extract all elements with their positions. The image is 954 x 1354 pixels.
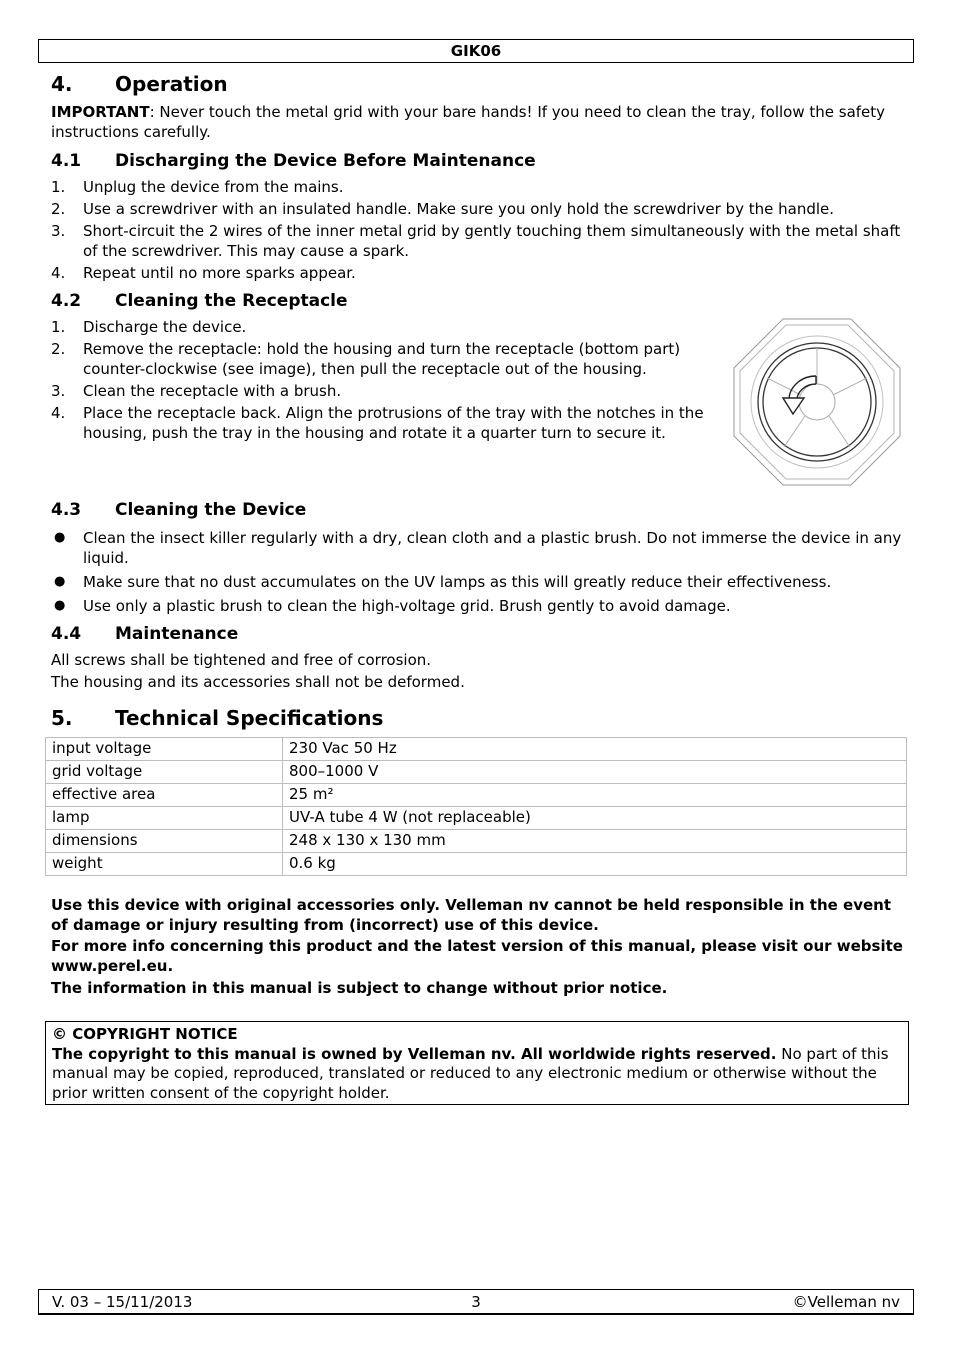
step-number: 4. bbox=[51, 264, 66, 282]
spec-key: lamp bbox=[46, 807, 283, 830]
step-number: 1. bbox=[51, 178, 66, 196]
list-item bbox=[51, 339, 719, 379]
receptacle-rotation-figure bbox=[733, 318, 901, 486]
section-4-1-number: 4.1 bbox=[51, 151, 82, 171]
step-number: 2. bbox=[51, 200, 66, 218]
section-4-3-number: 4.3 bbox=[51, 500, 82, 520]
table-row bbox=[46, 738, 907, 761]
list-item bbox=[51, 572, 911, 592]
copyright-body bbox=[52, 1045, 902, 1104]
spec-value: 230 Vac 50 Hz bbox=[283, 738, 907, 761]
step-text: Repeat until no more sparks appear. bbox=[83, 264, 356, 282]
section-4-2-title: Cleaning the Receptacle bbox=[115, 291, 348, 311]
bullet-text: Use only a plastic brush to clean the high-voltage grid. Brush gently to avoid damage. bbox=[83, 597, 731, 615]
bullet-text: Clean the insect killer regularly with a dry, clean cloth and a plastic brush. Do not immerse the device in any liquid. bbox=[83, 529, 902, 567]
list-item bbox=[51, 177, 911, 197]
step-text: Place the receptacle back. Align the protrusions of the tray with the notches in the housing, push the tray in the housing and rotate it a quarter turn to secure it. bbox=[83, 404, 704, 442]
section-4-title: Operation bbox=[115, 72, 228, 96]
accessories-note: Use this device with original accessories only. Velleman nv cannot be held responsible in the event of damage or injury resulting from (incorrect) use of this device. bbox=[51, 896, 891, 934]
table-row bbox=[46, 853, 907, 876]
copyright-bold-text: The copyright to this manual is owned by Velleman nv. All worldwide rights reserved. bbox=[52, 1044, 777, 1063]
section-4-number: 4. bbox=[51, 72, 73, 96]
spec-value: 248 x 130 x 130 mm bbox=[283, 830, 907, 853]
copyright-notice-box bbox=[45, 1021, 909, 1105]
more-info-note: For more info concerning this product and the latest version of this manual, please visit our website www.perel.eu. bbox=[51, 937, 903, 975]
bullet-icon: ● bbox=[54, 574, 66, 589]
section-4-3-title: Cleaning the Device bbox=[115, 500, 307, 520]
spec-key: weight bbox=[46, 853, 283, 876]
table-row bbox=[46, 761, 907, 784]
section-5-title: Technical Specifications bbox=[115, 706, 384, 730]
section-4-heading bbox=[51, 71, 228, 97]
maintenance-line-1: All screws shall be tightened and free of corrosion. bbox=[51, 651, 432, 669]
list-item bbox=[51, 317, 719, 337]
section-4-2-heading bbox=[51, 290, 348, 312]
section-4-1-title: Discharging the Device Before Maintenance bbox=[115, 151, 536, 171]
section-5-number: 5. bbox=[51, 706, 73, 730]
important-label: IMPORTANT bbox=[51, 103, 150, 121]
footer-page-number: 3 bbox=[471, 1293, 481, 1311]
step-number: 3. bbox=[51, 382, 66, 400]
header-title: GIK06 bbox=[450, 42, 502, 60]
receptacle-steps-list bbox=[51, 317, 719, 445]
bullet-text: Make sure that no dust accumulates on the UV lamps as this will greatly reduce their effectiveness. bbox=[83, 573, 832, 591]
bullet-icon: ● bbox=[54, 530, 66, 545]
step-text: Clean the receptacle with a brush. bbox=[83, 382, 342, 400]
copyright-title: © COPYRIGHT NOTICE bbox=[52, 1025, 238, 1043]
important-text: : Never touch the metal grid with your bare hands! If you need to clean the tray, follow the safety instructions carefully. bbox=[51, 103, 886, 141]
copyright-text: No part of this manual may be copied, reproduced, translated or reduced to any electronic medium or otherwise without the prior written consent of the copyright holder. bbox=[52, 1044, 889, 1102]
page-header bbox=[38, 39, 914, 63]
list-item bbox=[51, 221, 911, 261]
spec-value: UV-A tube 4 W (not replaceable) bbox=[283, 807, 907, 830]
maintenance-line-2: The housing and its accessories shall not be deformed. bbox=[51, 673, 465, 691]
list-item bbox=[51, 381, 719, 401]
section-4-3-heading bbox=[51, 499, 306, 521]
spec-value: 800–1000 V bbox=[283, 761, 907, 784]
step-number: 4. bbox=[51, 404, 66, 422]
receptacle-rotation-figure-graphic bbox=[733, 318, 901, 486]
footer-version: V. 03 – 15/11/2013 bbox=[52, 1293, 193, 1311]
section-4-4-number: 4.4 bbox=[51, 624, 82, 644]
table-row bbox=[46, 807, 907, 830]
section-4-2-number: 4.2 bbox=[51, 291, 82, 311]
cleaning-device-list bbox=[51, 528, 911, 620]
step-text: Discharge the device. bbox=[83, 318, 247, 336]
list-item bbox=[51, 596, 911, 616]
step-text: Unplug the device from the mains. bbox=[83, 178, 344, 196]
list-item bbox=[51, 528, 911, 568]
step-number: 2. bbox=[51, 340, 66, 358]
spec-value: 25 m² bbox=[283, 784, 907, 807]
step-text: Remove the receptacle: hold the housing and turn the receptacle (bottom part) counter-clockwise (see image), then pull the receptacle out of the housing. bbox=[83, 340, 681, 378]
page-footer bbox=[38, 1289, 914, 1315]
list-item bbox=[51, 199, 911, 219]
change-notice: The information in this manual is subject to change without prior notice. bbox=[51, 979, 668, 997]
footer-owner: ©Velleman nv bbox=[792, 1293, 900, 1311]
step-number: 1. bbox=[51, 318, 66, 336]
discharge-steps-list bbox=[51, 177, 911, 285]
table-row bbox=[46, 784, 907, 807]
list-item bbox=[51, 403, 719, 443]
spec-key: dimensions bbox=[46, 830, 283, 853]
important-notice bbox=[51, 102, 911, 142]
step-text: Use a screwdriver with an insulated handle. Make sure you only hold the screwdriver by the handle. bbox=[83, 200, 835, 218]
spec-key: effective area bbox=[46, 784, 283, 807]
table-row bbox=[46, 830, 907, 853]
spec-key: input voltage bbox=[46, 738, 283, 761]
specifications-table bbox=[45, 737, 907, 876]
step-text: Short-circuit the 2 wires of the inner metal grid by gently touching them simultaneously with the metal shaft of the screwdriver. This may cause a spark. bbox=[83, 222, 901, 260]
spec-key: grid voltage bbox=[46, 761, 283, 784]
section-4-4-title: Maintenance bbox=[115, 624, 239, 644]
step-number: 3. bbox=[51, 222, 66, 240]
bullet-icon: ● bbox=[54, 598, 66, 613]
spec-value: 0.6 kg bbox=[283, 853, 907, 876]
list-item bbox=[51, 263, 911, 283]
section-4-1-heading bbox=[51, 150, 536, 172]
section-4-4-heading bbox=[51, 623, 238, 645]
section-5-heading bbox=[51, 705, 383, 731]
